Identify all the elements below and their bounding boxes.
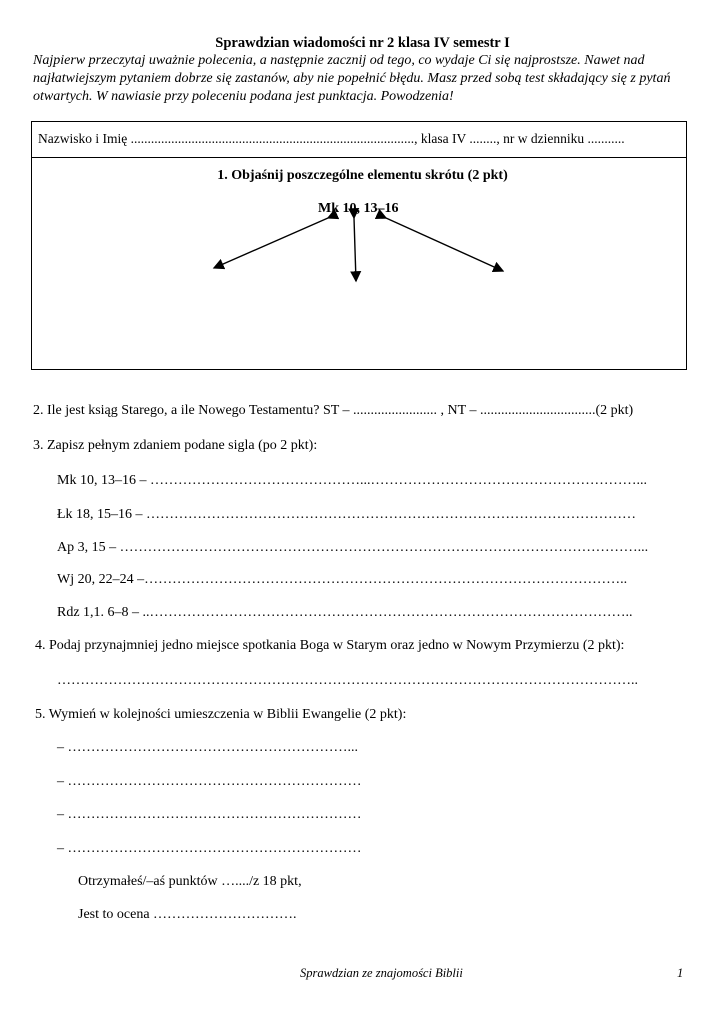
question-3-item[interactable]: Mk 10, 13–16 – ………………………………………...…………………………………………………...: [57, 473, 647, 488]
question-4-answer-line[interactable]: ……………………………………………………………………………………………………………..: [57, 673, 638, 688]
grade-result[interactable]: Jest to ocena ………………………….: [78, 907, 297, 922]
question-3-item[interactable]: Łk 18, 15–16 – ……………………………………………………………………………………………: [57, 507, 637, 522]
points-result[interactable]: Otrzymałeś/–aś punktów …..../z 18 pkt,: [78, 874, 302, 889]
question-3-title: 3. Zapisz pełnym zdaniem podane sigla (po 2 pkt):: [33, 438, 318, 453]
question-3-item[interactable]: Ap 3, 15 – …………………………………………………………………………………………………...: [57, 540, 649, 555]
instructions: Najpierw przeczytaj uważnie polecenia, a następnie zacznij od tego, co wydaje Ci się najprostsze. Nawet nad najłatwiejszym pytaniem dobrze się zastanów, aby nie popełnić błędu. Masz przed sobą test składający się z pytań otwartych. W nawiasie przy poleceniu podana jest punktacja. Powodzenia!: [33, 53, 671, 104]
student-info-line[interactable]: Nazwisko i Imię ...................................................................................., klasa IV ........, nr w dzienniku ...........: [38, 131, 625, 146]
question-1-title: 1. Objaśnij poszczególne elementu skrótu (2 pkt): [217, 168, 508, 183]
question-5-line[interactable]: – ……………………………………………………...: [57, 740, 358, 755]
question-3-item[interactable]: Wj 20, 22–24 –…………………………………………………………………………………………..: [57, 572, 628, 587]
question-1-box: [31, 157, 687, 370]
question-4-title: 4. Podaj przynajmniej jedno miejsce spotkania Boga w Starym oraz jedno w Nowym Przymierzu (2 pkt):: [35, 638, 625, 653]
question-5-line[interactable]: – ………………………………………………………: [57, 841, 362, 856]
page-number: 1: [677, 966, 684, 980]
footer-text: Sprawdzian ze znajomości Biblii: [300, 966, 463, 980]
question-5-line[interactable]: – ………………………………………………………: [57, 807, 362, 822]
question-5-title: 5. Wymień w kolejności umieszczenia w Biblii Ewangelie (2 pkt):: [35, 707, 407, 722]
question-2[interactable]: 2. Ile jest ksiąg Starego, a ile Nowego Testamentu? ST – ........................ , NT – .................................(2 pkt): [33, 403, 634, 418]
question-3-item[interactable]: Rdz 1,1. 6–8 – ..…………………………………………………………………………………………..: [57, 605, 633, 620]
question-1-sigla: Mk 10, 13–16: [318, 201, 399, 216]
page-title: Sprawdzian wiadomości nr 2 klasa IV semestr I: [215, 35, 510, 51]
question-5-line[interactable]: – ………………………………………………………: [57, 774, 362, 789]
